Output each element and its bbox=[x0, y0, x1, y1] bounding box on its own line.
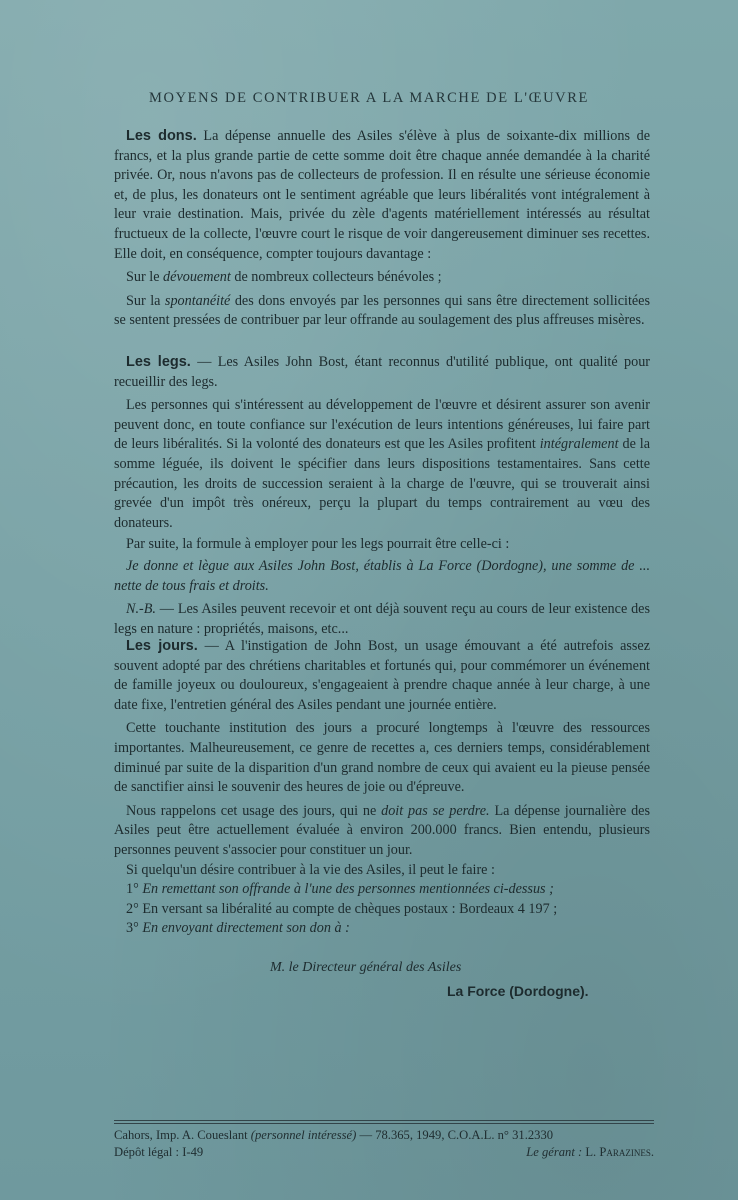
legs-paragraph-1: Les legs. — Les Asiles John Bost, étant reconnus d'utilité publique, ont qualité pour recueillir des legs. bbox=[114, 354, 651, 390]
footer-legal: Dépôt légal : I-49 Le gérant : L. Parazines. bbox=[114, 1145, 654, 1159]
jours-list-item-1: 1° En remettant son offrande à l'une des personnes mentionnées ci-dessus ; bbox=[126, 881, 554, 898]
section-legs bbox=[114, 353, 650, 639]
jours-heading: Les jours. bbox=[126, 638, 198, 654]
dons-paragraph-2: Sur le dévouement de nombreux collecteurs bénévoles ; bbox=[126, 269, 442, 286]
legs-paragraph-2: Les personnes qui s'intéressent au développement de l'œuvre et désirent assurer son avenir peuvent donc, en toute confiance sur l'exécution de leurs intentions généreuses, lui faire part de leurs libéralités. Si la volonté des donateurs est que les Asiles profitent intégralement de la somme léguée, ils doivent le spécifier dans leurs dispositions testamentaires. Sans cette précaution, les droits de succession seraient à la charge de l'œuvre, qui se trouverait ainsi grevée d'un impôt très onéreux, perçu la plupart du temps contrairement au vœu des donateurs. bbox=[114, 397, 651, 531]
jours-paragraph-2: Cette touchante institution des jours a procuré longtemps à l'œuvre des ressources importantes. Malheureusement, ce genre de recettes a, ces derniers temps, considérablement diminué par suite de la disparition d'un grand nombre de ceux qui avaient eu la pieuse pensée de sanctifier ainsi le souvenir des heures de joie ou d'épreuve. bbox=[114, 720, 650, 796]
legs-formula: Je donne et lègue aux Asiles John Bost, établis à La Force (Dordogne), une somme de ... nette de tous frais et droits. bbox=[114, 557, 650, 594]
jours-list-item-3: 3° En envoyant directement son don à : bbox=[126, 920, 350, 937]
signature-line-2: La Force (Dordogne). bbox=[447, 983, 589, 999]
section-dons bbox=[114, 127, 650, 331]
signature-line-1: M. le Directeur général des Asiles bbox=[270, 960, 462, 975]
dons-paragraph-3: Sur la spontanéité des dons envoyés par les personnes qui sans être directement sollicitées se sentent pressées de contribuer par leur offrande au soulagement des plus affreuses misères. bbox=[114, 292, 650, 329]
jours-paragraph-3: Nous rappelons cet usage des jours, qui ne doit pas se perdre. La dépense journalière des Asiles peut être actuellement évaluée à environ 200.000 francs. Bien entendu, plusieurs personnes peuvent s'associer pour constituer un jour. bbox=[114, 802, 651, 858]
section-jours bbox=[114, 637, 650, 939]
jours-paragraph-1: Les jours. — A l'instigation de John Bost, un usage émouvant a été autrefois assez souvent adopté par des chrétiens charitables et fortunés qui, pour commémorer un événement de famille joyeux ou douloureux, s'engageaient à prendre chaque année à leur charge, à une date fixe, l'entretien général des Asiles pendant une journée entière. bbox=[114, 638, 651, 713]
jours-paragraph-4: Si quelqu'un désire contribuer à la vie des Asiles, il peut le faire : bbox=[126, 861, 495, 878]
jours-list-item-2: 2° En versant sa libéralité au compte de chèques postaux : Bordeaux 4 197 ; bbox=[126, 900, 558, 917]
dons-paragraph-1: Les dons. La dépense annuelle des Asiles s'élève à plus de soixante-dix millions de francs, et la plus grande partie de cette somme doit être chaque année demandée à la charité privée. Or, nous n'avons pas de collecteurs de profession. Il en résulte une sérieuse économie et, de plus, les donateurs ont le sentiment agréable que leurs libéralités vont intégralement à leur vraie destination. Mais, privée du zèle d'agents matériellement intéressés au résultat fructueux de la collecte, l'œuvre court le risque de voir dangereusement diminuer ses recettes. Elle doit, en conséquence, compter toujours davantage : bbox=[114, 128, 650, 262]
footer-imprint: Cahors, Imp. A. Coueslant (personnel intéressé) — 78.365, 1949, C.O.A.L. n° 31.2330 bbox=[114, 1128, 554, 1142]
footer-rule bbox=[114, 1120, 654, 1121]
legs-paragraph-3: Par suite, la formule à employer pour les legs pourrait être celle-ci : bbox=[126, 536, 510, 553]
footer-rule-2 bbox=[114, 1123, 654, 1124]
legs-heading: Les legs. bbox=[126, 354, 191, 370]
dons-heading: Les dons. bbox=[126, 128, 197, 144]
legs-nota-bene: N.-B. — Les Asiles peuvent recevoir et ont déjà souvent reçu au cours de leur existence des legs en nature : propriétés, maisons, etc... bbox=[114, 601, 650, 637]
page-title: MOYENS DE CONTRIBUER A LA MARCHE DE L'ŒUVRE bbox=[149, 90, 589, 106]
footer-manager: Le gérant : L. Parazines. bbox=[526, 1145, 654, 1159]
